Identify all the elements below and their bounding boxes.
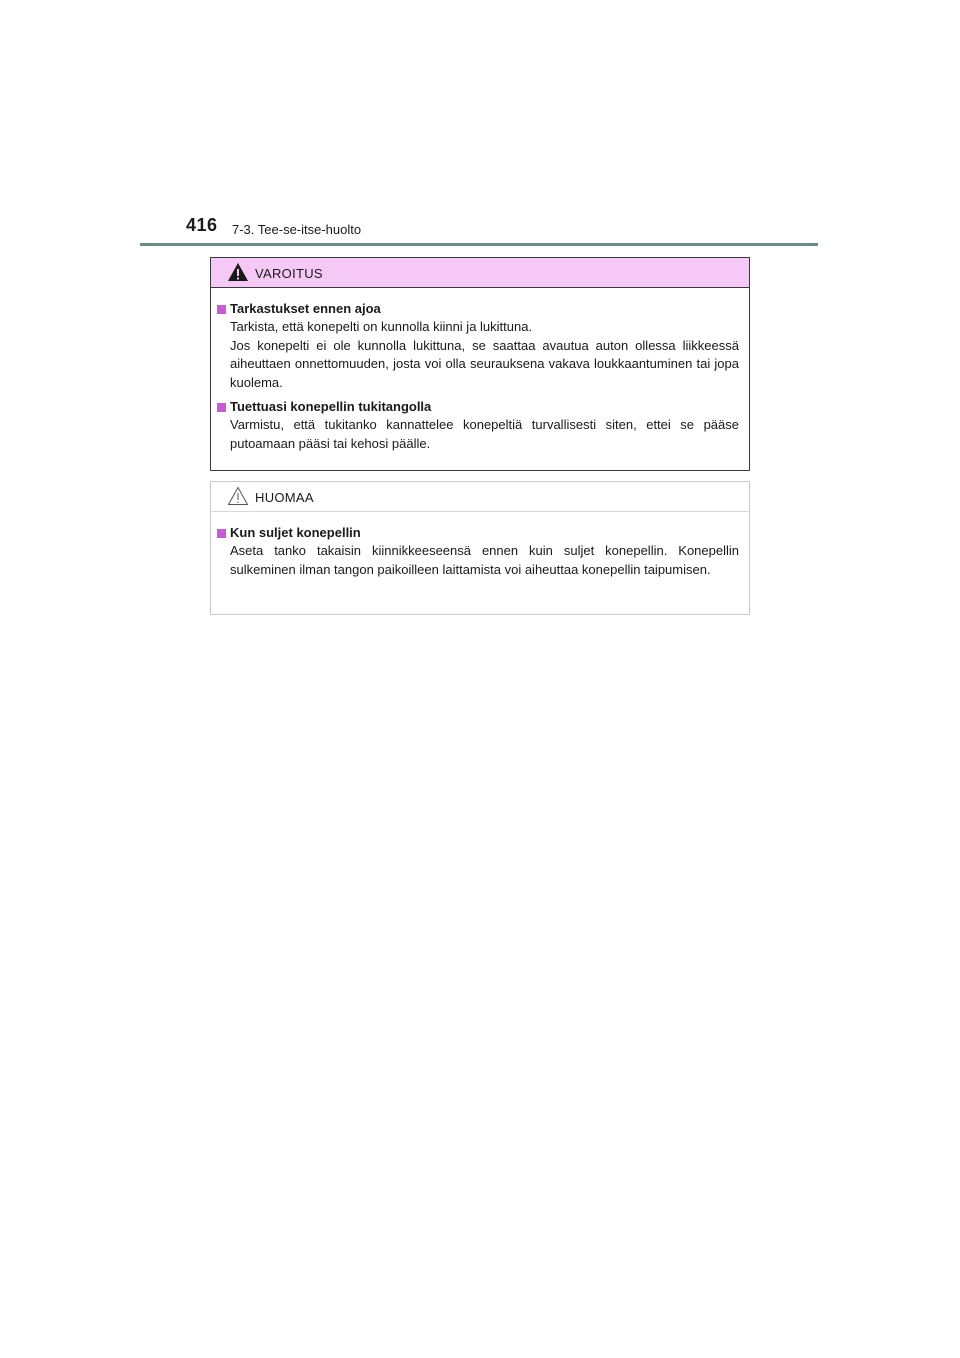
notice-body bbox=[211, 512, 749, 579]
warning-item bbox=[217, 398, 739, 453]
page-number: 416 bbox=[186, 215, 218, 235]
notice-item bbox=[217, 524, 739, 579]
warning-item-heading bbox=[217, 398, 739, 416]
warning-body bbox=[211, 288, 749, 453]
warning-box bbox=[210, 257, 750, 471]
notice-item-text bbox=[217, 542, 739, 579]
square-bullet-icon bbox=[217, 403, 226, 412]
caution-triangle-icon bbox=[227, 486, 249, 506]
square-bullet-icon bbox=[217, 305, 226, 314]
warning-item bbox=[217, 300, 739, 392]
warning-triangle-icon bbox=[227, 262, 249, 282]
section-title: 7-3. Tee-se-itse-huolto bbox=[232, 222, 362, 237]
warning-item-heading-text: Tarkastukset ennen ajoa bbox=[230, 301, 381, 316]
warning-item-text bbox=[217, 416, 739, 453]
notice-title: HUOMAA bbox=[255, 490, 314, 505]
warning-header bbox=[211, 258, 749, 288]
header-rule bbox=[140, 243, 818, 246]
notice-item-heading-text: Kun suljet konepellin bbox=[230, 525, 361, 540]
warning-item-line: Varmistu, että tukitanko kannattelee konepeltiä turvallisesti siten, ettei se pääse putoamaan pääsi tai kehosi päälle. bbox=[230, 417, 739, 451]
square-bullet-icon bbox=[217, 529, 226, 538]
warning-item-text bbox=[217, 318, 739, 392]
notice-item-heading bbox=[217, 524, 739, 542]
warning-item-heading-text: Tuettuasi konepellin tukitangolla bbox=[230, 399, 432, 414]
notice-box bbox=[210, 481, 750, 615]
notice-header bbox=[211, 482, 749, 512]
warning-item-line: Jos konepelti ei ole kunnolla lukittuna, se saattaa avautua auton ollessa liikkeessä aiheuttaen onnettomuuden, josta voi olla seurauksena vakava loukkaantuminen tai jopa kuolema. bbox=[230, 337, 739, 390]
notice-item-line: Aseta tanko takaisin kiinnikkeeseensä ennen kuin suljet konepellin. Konepellin sulkeminen ilman tangon paikoilleen laittamista voi aiheuttaa konepellin taipumisen. bbox=[230, 543, 739, 577]
warning-item-line: Tarkista, että konepelti on kunnolla kiinni ja lukittuna. bbox=[230, 319, 533, 334]
warning-title: VAROITUS bbox=[255, 266, 323, 281]
warning-item-heading bbox=[217, 300, 739, 318]
